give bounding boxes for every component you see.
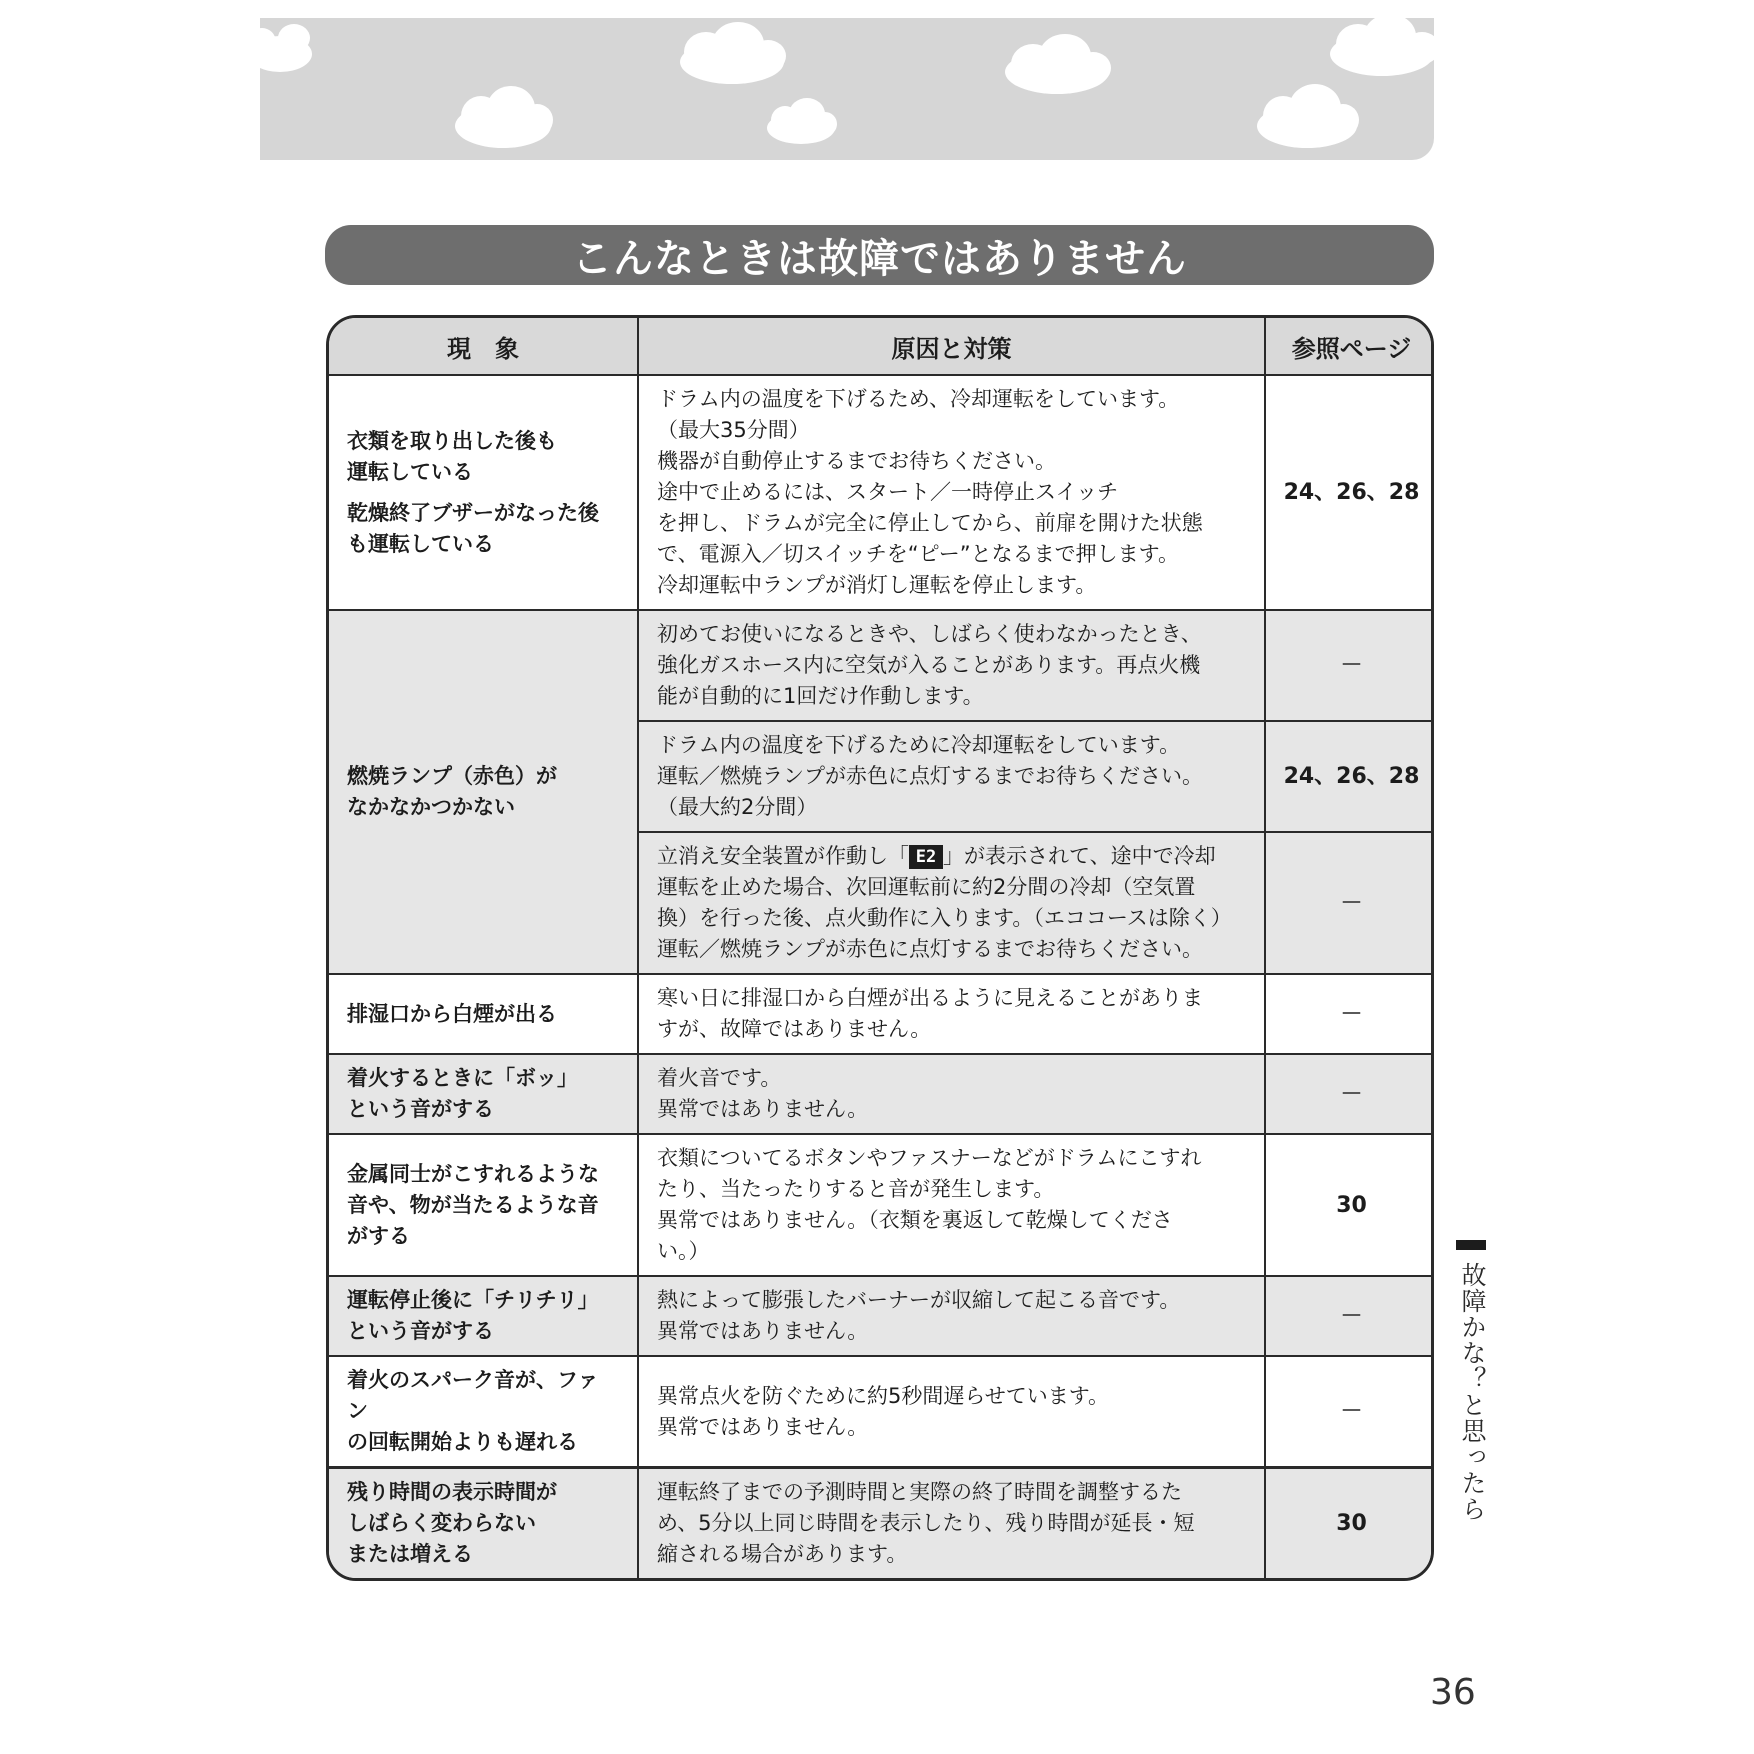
ref-page-cell: 24、26、28 <box>1265 721 1434 832</box>
cause-cell <box>638 832 1265 974</box>
cause-text-post: 」が表示されて、途中で冷却 運転を止めた場合、次回運転前に約2分間の冷却（空気置 換）を行った後、点火動作に入ります。（エココースは除く） 運転／燃焼ランプが赤色に点灯するまでお待ちください。 <box>657 844 1232 961</box>
table-row <box>329 1356 1434 1468</box>
ref-page-cell: － <box>1265 974 1434 1054</box>
header-symptom: 現 象 <box>329 318 638 375</box>
cause-cell: 着火音です。 異常ではありません。 <box>638 1054 1265 1134</box>
cause-cell: ドラム内の温度を下げるため、冷却運転をしています。 （最大35分間） 機器が自動停止するまでお待ちください。 途中で止めるには、スタート／一時停止スイッチ を押し、ドラムが完全に停止してから、前扉を開けた状態 で、電源入／切スイッチを“ピー”となるまで押します。 冷却運転中ランプが消灯し運転を停止します。 <box>638 375 1265 610</box>
ref-page-cell: － <box>1265 610 1434 721</box>
cause-cell: 運転終了までの予測時間と実際の終了時間を調整するた め、5分以上同じ時間を表示したり、残り時間が延長・短 縮される場合があります。 <box>638 1468 1265 1579</box>
table-row <box>329 610 1434 721</box>
page-number: 36 <box>1430 1672 1476 1713</box>
table-row <box>329 974 1434 1054</box>
cloud-icon <box>680 22 786 84</box>
error-display-icon: E2 <box>909 845 943 869</box>
cause-cell: 寒い日に排湿口から白煙が出るように見えることがありま すが、故障ではありません。 <box>638 974 1265 1054</box>
table-row <box>329 1276 1434 1356</box>
symptom-cell: 着火のスパーク音が、ファン の回転開始よりも遅れる <box>329 1356 638 1468</box>
cloud-icon <box>1257 84 1359 148</box>
ref-page-cell: － <box>1265 1054 1434 1134</box>
clouds-illustration <box>260 18 1434 160</box>
ref-page-cell: － <box>1265 1356 1434 1468</box>
table-header-row <box>329 318 1434 375</box>
cause-cell: 衣類についてるボタンやファスナーなどがドラムにこすれ たり、当たったりすると音が発生します。 異常ではありません。（衣類を裏返して乾燥してくださ い。） <box>638 1134 1265 1276</box>
cloud-icon <box>767 98 837 144</box>
cause-cell: 異常点火を防ぐために約5秒間遅らせています。 異常ではありません。 <box>638 1356 1265 1468</box>
symptom-cell: 運転停止後に「チリチリ」 という音がする <box>329 1276 638 1356</box>
cloud-icon <box>1005 34 1111 94</box>
cloud-icon <box>1330 18 1434 76</box>
header-cause: 原因と対策 <box>638 318 1265 375</box>
cause-cell: ドラム内の温度を下げるために冷却運転をしています。 運転／燃焼ランプが赤色に点灯するまでお待ちください。 （最大約2分間） <box>638 721 1265 832</box>
symptom-cell: 排湿口から白煙が出る <box>329 974 638 1054</box>
table-row <box>329 1054 1434 1134</box>
cloud-icon <box>260 24 312 72</box>
table-row <box>329 1134 1434 1276</box>
table-row <box>329 1468 1434 1579</box>
symptom-cell <box>329 375 638 610</box>
side-tab-label: 故障かな？と思ったら <box>1458 1262 1487 1522</box>
cloud-icon <box>455 86 553 148</box>
cause-cell: 初めてお使いになるときや、しばらく使わなかったとき、 強化ガスホース内に空気が入ることがあります。再点火機 能が自動的に1回だけ作動します。 <box>638 610 1265 721</box>
cause-text-pre: 立消え安全装置が作動し「 <box>657 844 909 868</box>
table-row <box>329 375 1434 610</box>
side-tab-marker <box>1456 1240 1486 1250</box>
symptom-cell: 残り時間の表示時間が しばらく変わらない または増える <box>329 1468 638 1579</box>
ref-page-cell: － <box>1265 1276 1434 1356</box>
ref-page-cell: － <box>1265 832 1434 974</box>
cloud-banner <box>260 18 1434 160</box>
symptom-text: 衣類を取り出した後も 運転している <box>347 428 557 484</box>
symptom-cell: 金属同士がこすれるような 音や、物が当たるような音 がする <box>329 1134 638 1276</box>
symptom-cell: 着火するときに「ボッ」 という音がする <box>329 1054 638 1134</box>
ref-page-cell: 24、26、28 <box>1265 375 1434 610</box>
symptom-text: 乾燥終了ブザーがなった後 も運転している <box>347 500 599 556</box>
header-ref-page: 参照ページ <box>1265 318 1434 375</box>
page-title: こんなときは故障ではありません <box>325 225 1434 285</box>
symptom-cell: 燃焼ランプ（赤色）が なかなかつかない <box>329 610 638 974</box>
troubleshooting-table <box>326 315 1434 1581</box>
cause-cell: 熱によって膨張したバーナーが収縮して起こる音です。 異常ではありません。 <box>638 1276 1265 1356</box>
ref-page-cell: 30 <box>1265 1468 1434 1579</box>
ref-page-cell: 30 <box>1265 1134 1434 1276</box>
